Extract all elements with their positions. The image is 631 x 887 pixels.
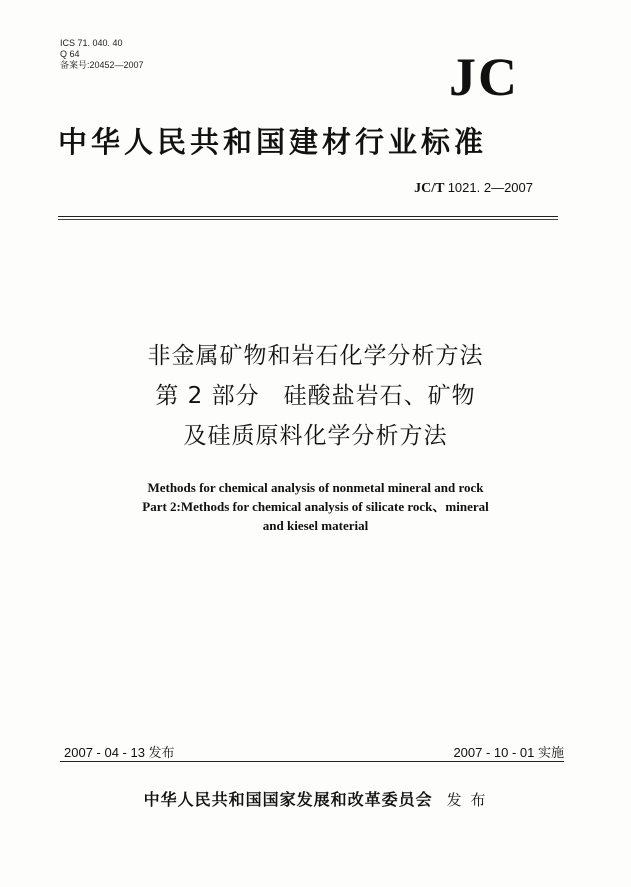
title-en-line: and kiesel material — [262, 518, 369, 533]
issuing-authority — [0, 787, 631, 810]
footer-divider — [60, 761, 564, 762]
record-number: 备案号:20452—2007 — [60, 60, 144, 70]
implementation-date: 2007 - 10 - 01 实施 — [453, 745, 564, 760]
title-cn-line: 第 2 部分 硅酸盐岩石、矿物 — [155, 383, 476, 409]
standard-number-prefix: JC/T — [414, 181, 445, 196]
issuer-action: 发 布 — [446, 791, 488, 809]
header-divider-thin — [58, 219, 558, 220]
class-code: Q 64 — [60, 49, 80, 59]
date-row — [64, 742, 564, 760]
title-en-line: Part 2:Methods for chemical analysis of silicate rock、mineral — [142, 499, 489, 514]
standard-number — [414, 180, 533, 197]
document-title-chinese — [0, 336, 631, 456]
ics-code: ICS 71. 040. 40 — [60, 38, 123, 48]
standard-number-value: 1021. 2—2007 — [447, 180, 533, 195]
jc-logo: JC — [449, 47, 519, 107]
title-cn-line: 非金属矿物和岩石化学分析方法 — [147, 343, 484, 369]
header-divider — [58, 216, 558, 217]
document-title-english — [0, 478, 631, 535]
standard-category-title: 中华人民共和国建材行业标准 — [58, 125, 488, 159]
title-en-line: Methods for chemical analysis of nonmetal mineral and rock — [147, 480, 484, 495]
classification-block — [60, 38, 144, 71]
issuer-name: 中华人民共和国国家发展和改革委员会 — [143, 790, 433, 809]
issue-date: 2007 - 04 - 13 发布 — [64, 745, 175, 760]
title-cn-line: 及硅质原料化学分析方法 — [183, 423, 448, 449]
